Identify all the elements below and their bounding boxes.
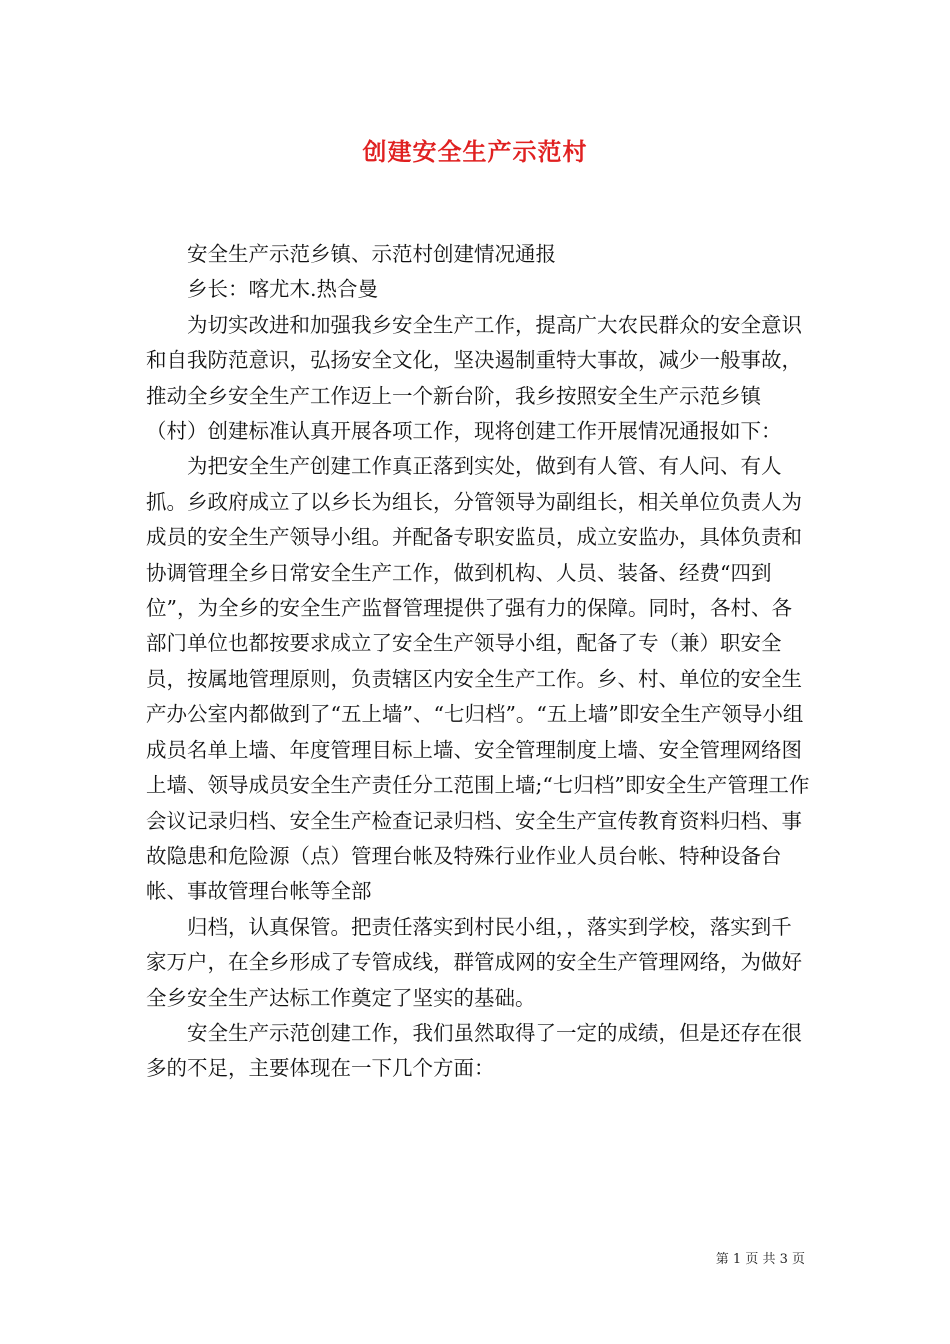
paragraph: 为切实改进和加强我乡安全生产工作，提高广大农民群众的安全意识和自我防范意识，弘扬安全文化，坚决遏制重特大事故，减少一般事故，推动全乡安全生产工作迈上一个新台阶，我乡按照安全生产示范乡镇（村）创建标准认真开展各项工作，现将创建工作开展情况通报如下： bbox=[146, 312, 802, 444]
paragraph: 为把安全生产创建工作真正落到实处，做到有人管、有人问、有人抓。乡政府成立了以乡长为组长，分管领导为副组长，相关单位负责人为成员的安全生产领导小组。并配备专职安监员，成立安监办，具体负责和协调管理全乡日常安全生产工作，做到机构、人员、装备、经费“四到位”，为全乡的安全生产监督管理提供了强有力的保障。同时，各村、各部门单位也都按要求成立了安全生产领导小组，配备了专（兼）职安全员，按属地管理原则，负责辖区内安全生产工作。乡、村、单位的安全生产办公室内都做到了“五上墙”、“七归档”。“五上墙”即安全生产领导小组成员名单上墙、年度管理目标上墙、安全管理制度上墙、安全管理网络图上墙、领导成员安全生产责任分工范围上墙;“七归档”即安全生产管理工作会议记录归档、安全生产检查记录归档、安全生产宣传教育资料归档、事故隐患和危险源（点）管理台帐及特殊行业作业人员台帐、特种设备台帐、事故管理台帐等全部 bbox=[146, 454, 810, 904]
page-number: 第 1 页 共 3 页 bbox=[715, 1252, 805, 1267]
document-body bbox=[146, 237, 810, 1087]
paragraph: 安全生产示范创建工作，我们虽然取得了一定的成绩，但是还存在很多的不足，主要体现在一下几个方面： bbox=[146, 1020, 802, 1081]
paragraph: 归档，认真保管。把责任落实到村民小组，，落实到学校，落实到千家万户，在全乡形成了专管成线，群管成网的安全生产管理网络，为做好全乡安全生产达标工作奠定了坚实的基础。 bbox=[146, 914, 802, 1010]
author-line: 乡长：喀尤木.热合曼 bbox=[187, 277, 379, 302]
document-title: 创建安全生产示范村 bbox=[362, 137, 588, 166]
document-subtitle: 安全生产示范乡镇、示范村创建情况通报 bbox=[187, 242, 556, 266]
